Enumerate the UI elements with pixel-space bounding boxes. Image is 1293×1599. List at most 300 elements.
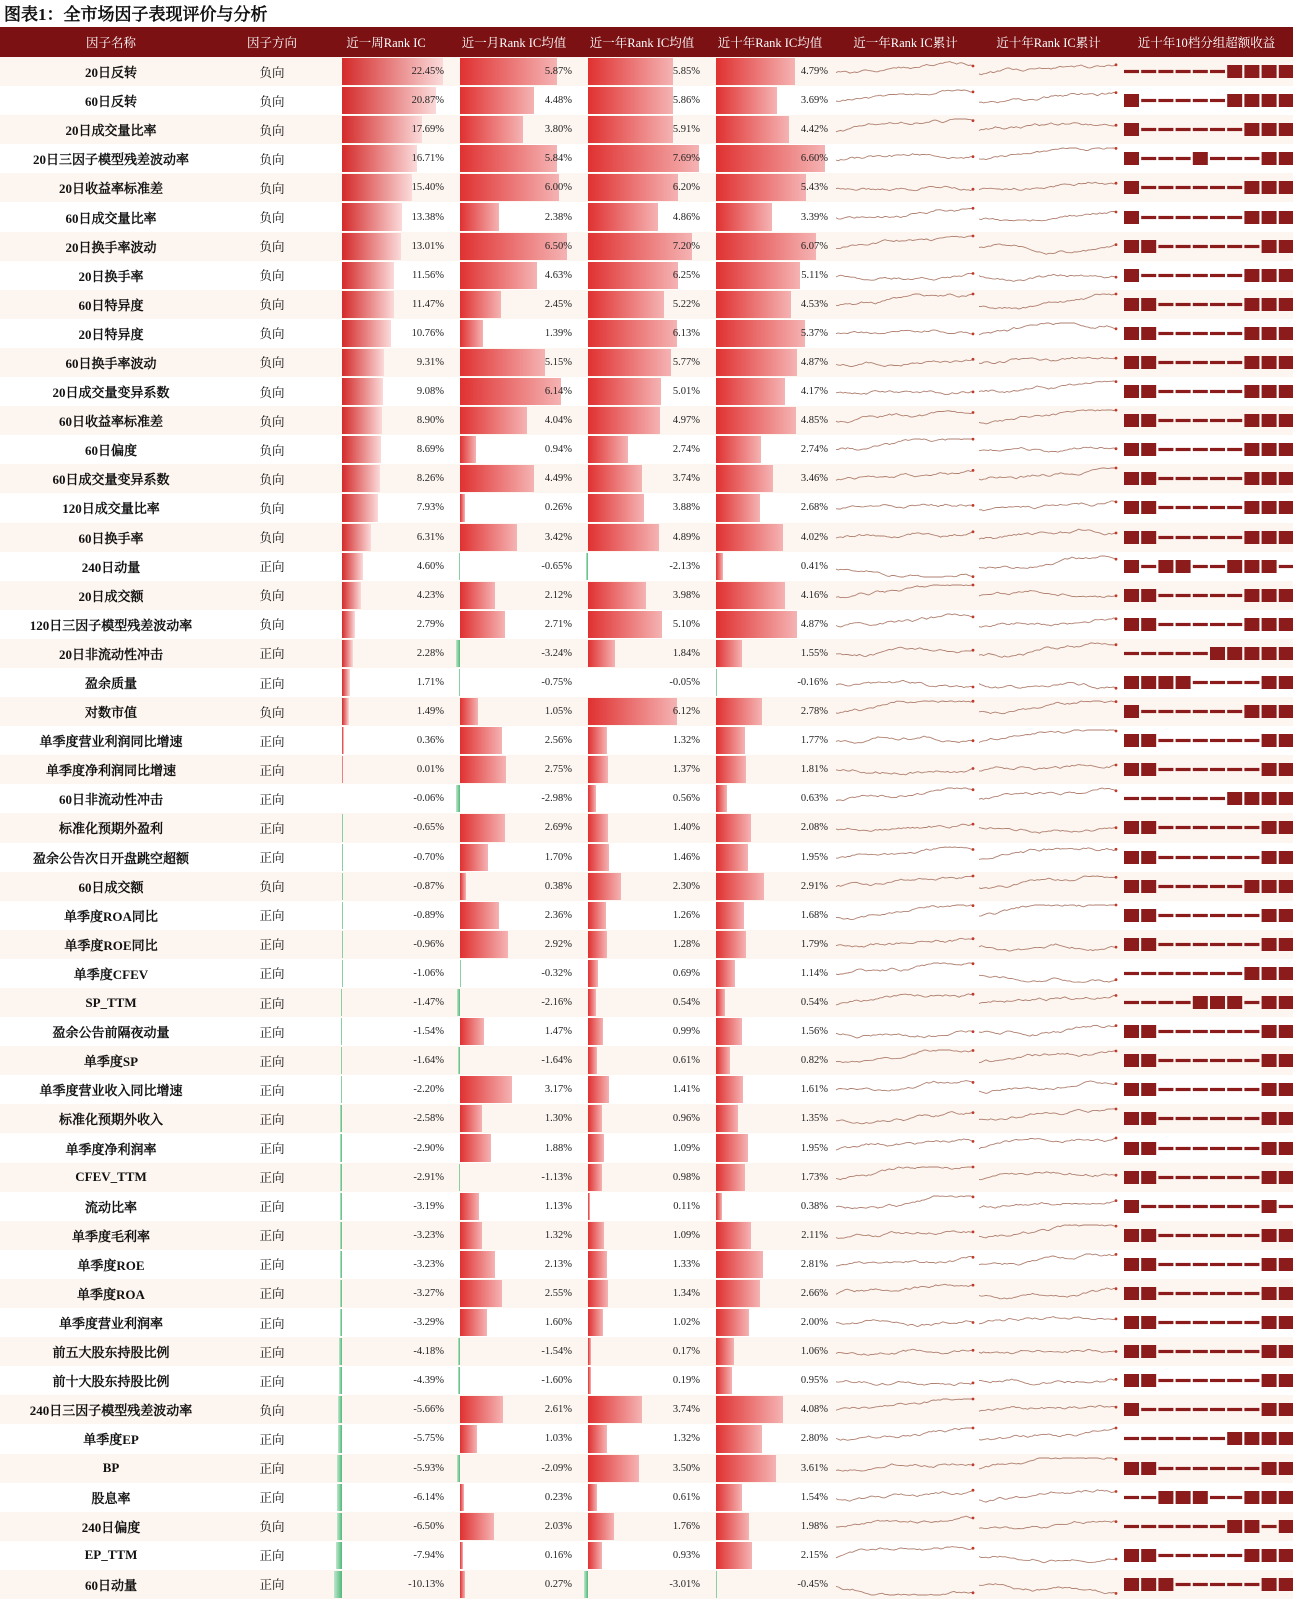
ic-value: 2.30% (672, 880, 700, 892)
ic-value: -0.89% (413, 909, 444, 921)
ic-value: 3.39% (800, 211, 828, 223)
table-row (0, 1163, 1293, 1192)
factor-direction: 负向 (259, 123, 285, 138)
ic-value: -3.01% (669, 1578, 700, 1590)
factor-direction: 正向 (259, 1054, 285, 1069)
sparkline-year-cumulative (834, 1221, 977, 1250)
ic-value-cell (322, 144, 450, 173)
ic-value: 2.15% (800, 1549, 828, 1561)
col-header-year-ic: 近一年Rank IC均值 (578, 27, 706, 57)
ic-value: 4.42% (800, 124, 828, 136)
ic-value-cell (706, 1541, 834, 1570)
ic-value-cell (578, 1366, 706, 1395)
sparkline-tenyear-cumulative (977, 144, 1120, 173)
ic-value-cell (322, 668, 450, 697)
ic-value: 0.38% (800, 1200, 828, 1212)
sparkline-year-cumulative (834, 1570, 977, 1599)
sparkline-year-cumulative (834, 843, 977, 872)
decile-excess-blocks (1120, 1424, 1293, 1453)
ic-value: 1.76% (672, 1520, 700, 1532)
ic-value-cell (322, 1163, 450, 1192)
table-row (0, 202, 1293, 231)
ic-value-cell (706, 755, 834, 784)
ic-value: 2.12% (544, 589, 572, 601)
ic-value-cell (322, 959, 450, 988)
factor-name: 60日成交额 (78, 879, 144, 895)
ic-value: 2.68% (800, 502, 828, 514)
ic-value-cell (322, 523, 450, 552)
sparkline-tenyear-cumulative (977, 1337, 1120, 1366)
sparkline-year-cumulative (834, 813, 977, 842)
ic-value-cell (322, 290, 450, 319)
decile-excess-blocks (1120, 639, 1293, 668)
ic-value: 1.06% (800, 1346, 828, 1358)
decile-excess-blocks (1120, 1366, 1293, 1395)
sparkline-tenyear-cumulative (977, 1133, 1120, 1162)
table-row (0, 86, 1293, 115)
sparkline-year-cumulative (834, 581, 977, 610)
factor-name: SP_TTM (85, 994, 137, 1010)
ic-value: 17.69% (411, 124, 444, 136)
sparkline-year-cumulative (834, 1192, 977, 1221)
ic-value: 1.14% (800, 967, 828, 979)
decile-excess-blocks (1120, 1512, 1293, 1541)
ic-value-cell (450, 1221, 578, 1250)
ic-value: 7.93% (416, 502, 444, 514)
factor-performance-table (0, 27, 1293, 1599)
ic-value: 2.28% (416, 647, 444, 659)
col-header-name: 因子名称 (0, 27, 222, 57)
sparkline-tenyear-cumulative (977, 319, 1120, 348)
ic-value: 2.11% (801, 1229, 828, 1241)
ic-value: 2.66% (800, 1287, 828, 1299)
ic-value: 1.09% (672, 1142, 700, 1154)
ic-value: 1.61% (800, 1084, 828, 1096)
ic-value: 0.36% (416, 735, 444, 747)
sparkline-year-cumulative (834, 1454, 977, 1483)
sparkline-year-cumulative (834, 901, 977, 930)
ic-value-cell (706, 1308, 834, 1337)
ic-value-cell (578, 1454, 706, 1483)
ic-value: 4.85% (800, 415, 828, 427)
factor-name: 240日动量 (81, 559, 141, 575)
factor-direction: 正向 (259, 1229, 285, 1244)
factor-direction: 负向 (259, 269, 285, 284)
ic-value-cell (578, 464, 706, 493)
sparkline-year-cumulative (834, 697, 977, 726)
ic-value-cell (322, 1075, 450, 1104)
ic-value: -3.29% (413, 1317, 444, 1329)
ic-value: -5.93% (413, 1462, 444, 1474)
col-header-week-ic: 近一周Rank IC (322, 27, 450, 57)
sparkline-tenyear-cumulative (977, 1308, 1120, 1337)
ic-value-cell (450, 726, 578, 755)
decile-excess-blocks (1120, 1483, 1293, 1512)
ic-value: -1.64% (541, 1055, 572, 1067)
ic-value: -0.05% (669, 677, 700, 689)
sparkline-tenyear-cumulative (977, 435, 1120, 464)
ic-value-cell (450, 610, 578, 639)
ic-value-cell (322, 843, 450, 872)
ic-value-cell (706, 319, 834, 348)
sparkline-tenyear-cumulative (977, 668, 1120, 697)
sparkline-year-cumulative (834, 959, 977, 988)
table-row (0, 144, 1293, 173)
factor-name: 盈余质量 (84, 676, 137, 692)
ic-value: 4.87% (800, 356, 828, 368)
sparkline-year-cumulative (834, 1483, 977, 1512)
sparkline-year-cumulative (834, 493, 977, 522)
table-row (0, 901, 1293, 930)
ic-value-cell (322, 232, 450, 261)
ic-value: 1.05% (544, 706, 572, 718)
ic-value: 1.47% (544, 1026, 572, 1038)
ic-value-cell (450, 930, 578, 959)
ic-value: -0.75% (541, 677, 572, 689)
decile-excess-blocks (1120, 1075, 1293, 1104)
table-row (0, 1541, 1293, 1570)
ic-value-cell (578, 1279, 706, 1308)
ic-value-cell (322, 493, 450, 522)
ic-value-cell (578, 1308, 706, 1337)
ic-value-cell (322, 813, 450, 842)
factor-name: 60日反转 (84, 94, 137, 110)
ic-value: -1.54% (413, 1026, 444, 1038)
ic-value-cell (322, 1133, 450, 1162)
ic-value: 4.63% (544, 269, 572, 281)
table-row (0, 726, 1293, 755)
ic-value: -2.13% (669, 560, 700, 572)
sparkline-tenyear-cumulative (977, 1017, 1120, 1046)
decile-excess-blocks (1120, 1541, 1293, 1570)
ic-value-cell (578, 115, 706, 144)
ic-value: 8.69% (416, 444, 444, 456)
ic-value-cell (706, 1570, 834, 1599)
factor-name: 单季度营业利润率 (58, 1316, 163, 1332)
sparkline-tenyear-cumulative (977, 1046, 1120, 1075)
ic-value-cell (706, 202, 834, 231)
sparkline-year-cumulative (834, 202, 977, 231)
ic-value-cell (322, 1570, 450, 1599)
decile-excess-blocks (1120, 552, 1293, 581)
sparkline-year-cumulative (834, 1046, 977, 1075)
ic-value: 6.12% (672, 706, 700, 718)
table-row (0, 1133, 1293, 1162)
ic-value-cell (578, 493, 706, 522)
factor-direction: 正向 (259, 1287, 285, 1302)
decile-excess-blocks (1120, 115, 1293, 144)
factor-direction: 负向 (259, 589, 285, 604)
sparkline-tenyear-cumulative (977, 57, 1120, 86)
decile-excess-blocks (1120, 523, 1293, 552)
ic-value: 7.69% (672, 153, 700, 165)
ic-value: 1.98% (800, 1520, 828, 1532)
sparkline-tenyear-cumulative (977, 1163, 1120, 1192)
factor-name: 流动比率 (84, 1199, 137, 1215)
table-row (0, 1366, 1293, 1395)
ic-value-cell (322, 784, 450, 813)
ic-value-cell (322, 261, 450, 290)
table-row (0, 1512, 1293, 1541)
factor-direction: 正向 (259, 909, 285, 924)
factor-direction: 正向 (259, 1549, 285, 1564)
factor-name: 120日成交量比率 (62, 501, 160, 517)
ic-value-cell (322, 1454, 450, 1483)
ic-value-cell (706, 581, 834, 610)
ic-value-cell (578, 523, 706, 552)
sparkline-year-cumulative (834, 1337, 977, 1366)
sparkline-tenyear-cumulative (977, 86, 1120, 115)
ic-value-cell (322, 1366, 450, 1395)
ic-value: 3.69% (800, 95, 828, 107)
table-row (0, 348, 1293, 377)
factor-name: 60日非流动性冲击 (58, 792, 163, 808)
ic-value-cell (706, 1075, 834, 1104)
ic-value-cell (578, 843, 706, 872)
sparkline-year-cumulative (834, 1424, 977, 1453)
decile-excess-blocks (1120, 1454, 1293, 1483)
sparkline-tenyear-cumulative (977, 1279, 1120, 1308)
table-row (0, 57, 1293, 86)
ic-value: -0.45% (797, 1578, 828, 1590)
ic-value-cell (578, 1104, 706, 1133)
ic-value-cell (578, 1075, 706, 1104)
ic-value: 2.45% (544, 298, 572, 310)
ic-value: 2.75% (544, 764, 572, 776)
ic-value: -1.06% (413, 967, 444, 979)
ic-value: 0.11% (673, 1200, 700, 1212)
ic-value-cell (450, 173, 578, 202)
ic-value: 0.26% (544, 502, 572, 514)
sparkline-year-cumulative (834, 1512, 977, 1541)
ic-value-cell (578, 697, 706, 726)
decile-excess-blocks (1120, 1104, 1293, 1133)
factor-name: 单季度毛利率 (71, 1228, 150, 1244)
ic-value-cell (450, 202, 578, 231)
ic-value: 5.91% (672, 124, 700, 136)
ic-value: 2.13% (544, 1258, 572, 1270)
sparkline-year-cumulative (834, 464, 977, 493)
factor-direction: 正向 (259, 967, 285, 982)
table-row (0, 1483, 1293, 1512)
sparkline-tenyear-cumulative (977, 348, 1120, 377)
sparkline-year-cumulative (834, 1395, 977, 1424)
factor-direction: 负向 (259, 472, 285, 487)
sparkline-year-cumulative (834, 57, 977, 86)
ic-value-cell (450, 784, 578, 813)
ic-value-cell (450, 959, 578, 988)
sparkline-tenyear-cumulative (977, 406, 1120, 435)
sparkline-year-cumulative (834, 435, 977, 464)
decile-excess-blocks (1120, 813, 1293, 842)
decile-excess-blocks (1120, 1308, 1293, 1337)
factor-direction: 正向 (259, 938, 285, 953)
decile-excess-blocks (1120, 988, 1293, 1017)
page-title: 图表1：全市场因子表现评价与分析 (4, 5, 268, 24)
factor-name: 盈余公告前隔夜动量 (52, 1025, 170, 1041)
ic-value: 5.11% (801, 269, 828, 281)
factor-direction: 正向 (259, 1462, 285, 1477)
ic-value-cell (578, 144, 706, 173)
ic-value-cell (706, 1279, 834, 1308)
table-row (0, 1279, 1293, 1308)
factor-name: 120日三因子模型残差波动率 (29, 617, 193, 633)
factor-direction: 正向 (259, 560, 285, 575)
ic-value: -3.23% (413, 1229, 444, 1241)
factor-name: 60日收益率标准差 (58, 414, 163, 430)
ic-value-cell (450, 464, 578, 493)
ic-value-cell (578, 610, 706, 639)
ic-value-cell (450, 1512, 578, 1541)
ic-value: 2.74% (672, 444, 700, 456)
ic-value-cell (578, 1133, 706, 1162)
table-header-row (0, 27, 1293, 57)
ic-value: 5.84% (544, 153, 572, 165)
ic-value-cell (450, 319, 578, 348)
factor-name: 60日偏度 (84, 443, 137, 459)
factor-direction: 负向 (259, 618, 285, 633)
ic-value-cell (322, 1017, 450, 1046)
ic-value: 2.55% (544, 1287, 572, 1299)
ic-value: 1.39% (544, 327, 572, 339)
table-row (0, 1454, 1293, 1483)
decile-excess-blocks (1120, 843, 1293, 872)
ic-value: -0.32% (541, 967, 572, 979)
ic-value-cell (450, 988, 578, 1017)
ic-value: 6.20% (672, 182, 700, 194)
decile-excess-blocks (1120, 726, 1293, 755)
decile-excess-blocks (1120, 581, 1293, 610)
sparkline-year-cumulative (834, 755, 977, 784)
ic-value-cell (706, 523, 834, 552)
decile-excess-blocks (1120, 348, 1293, 377)
ic-value-cell (578, 406, 706, 435)
ic-value: 1.35% (800, 1113, 828, 1125)
ic-value-cell (706, 435, 834, 464)
ic-value: -3.19% (413, 1200, 444, 1212)
table-row (0, 1104, 1293, 1133)
ic-value: 10.76% (411, 327, 444, 339)
sparkline-year-cumulative (834, 1541, 977, 1570)
table-row (0, 872, 1293, 901)
ic-value: 4.08% (800, 1404, 828, 1416)
sparkline-tenyear-cumulative (977, 1192, 1120, 1221)
ic-value-cell (706, 697, 834, 726)
ic-value-cell (706, 1483, 834, 1512)
ic-value-cell (706, 1454, 834, 1483)
sparkline-tenyear-cumulative (977, 813, 1120, 842)
ic-value: 1.34% (672, 1287, 700, 1299)
ic-value-cell (322, 406, 450, 435)
decile-excess-blocks (1120, 668, 1293, 697)
ic-value: 2.36% (544, 909, 572, 921)
sparkline-year-cumulative (834, 377, 977, 406)
ic-value-cell (578, 1192, 706, 1221)
ic-value-cell (706, 1192, 834, 1221)
factor-name: BP (102, 1460, 120, 1476)
ic-value-cell (578, 1395, 706, 1424)
factor-name: 单季度SP (83, 1054, 139, 1070)
sparkline-year-cumulative (834, 261, 977, 290)
sparkline-tenyear-cumulative (977, 1104, 1120, 1133)
factor-direction: 正向 (259, 792, 285, 807)
ic-value: 0.63% (800, 793, 828, 805)
ic-value-cell (578, 435, 706, 464)
ic-value-cell (578, 1424, 706, 1453)
table-row (0, 755, 1293, 784)
table-row (0, 843, 1293, 872)
decile-excess-blocks (1120, 697, 1293, 726)
sparkline-year-cumulative (834, 726, 977, 755)
ic-value-cell (322, 1512, 450, 1541)
ic-value: 2.38% (544, 211, 572, 223)
sparkline-year-cumulative (834, 1133, 977, 1162)
ic-value: 6.50% (544, 240, 572, 252)
sparkline-year-cumulative (834, 232, 977, 261)
ic-value: -1.47% (413, 997, 444, 1009)
factor-direction: 负向 (259, 240, 285, 255)
ic-value-cell (706, 668, 834, 697)
factor-direction: 负向 (259, 298, 285, 313)
ic-value: 0.23% (544, 1491, 572, 1503)
ic-value: 4.23% (416, 589, 444, 601)
factor-name: 单季度净利润率 (65, 1141, 157, 1157)
ic-value: 2.00% (800, 1317, 828, 1329)
decile-excess-blocks (1120, 1279, 1293, 1308)
factor-direction: 负向 (259, 443, 285, 458)
sparkline-tenyear-cumulative (977, 261, 1120, 290)
factor-name: 股息率 (91, 1490, 131, 1506)
decile-excess-blocks (1120, 202, 1293, 231)
ic-value: 5.10% (672, 618, 700, 630)
factor-direction: 负向 (259, 501, 285, 516)
ic-value-cell (706, 493, 834, 522)
sparkline-year-cumulative (834, 930, 977, 959)
sparkline-tenyear-cumulative (977, 726, 1120, 755)
ic-value: 20.87% (411, 95, 444, 107)
ic-value: 1.26% (672, 909, 700, 921)
sparkline-year-cumulative (834, 86, 977, 115)
sparkline-tenyear-cumulative (977, 290, 1120, 319)
ic-value: 1.56% (800, 1026, 828, 1038)
ic-value-cell (450, 232, 578, 261)
ic-value-cell (706, 144, 834, 173)
ic-value-cell (450, 813, 578, 842)
ic-value: 1.37% (672, 764, 700, 776)
ic-value: -1.54% (541, 1346, 572, 1358)
ic-value-cell (578, 726, 706, 755)
ic-value-cell (450, 523, 578, 552)
ic-value: 0.27% (544, 1578, 572, 1590)
ic-value: 1.33% (672, 1258, 700, 1270)
ic-value: 1.40% (672, 822, 700, 834)
ic-value-cell (322, 610, 450, 639)
ic-value: 1.03% (544, 1433, 572, 1445)
factor-name: 前五大股东持股比例 (52, 1345, 170, 1361)
ic-value-cell (706, 610, 834, 639)
factor-direction: 负向 (259, 181, 285, 196)
ic-value-cell (706, 406, 834, 435)
ic-value-cell (578, 988, 706, 1017)
sparkline-year-cumulative (834, 173, 977, 202)
ic-value-cell (706, 1512, 834, 1541)
factor-direction: 正向 (259, 647, 285, 662)
decile-excess-blocks (1120, 1163, 1293, 1192)
factor-name: 单季度CFEV (73, 966, 149, 982)
ic-value-cell (450, 697, 578, 726)
ic-value: 1.79% (800, 938, 828, 950)
ic-value-cell (450, 1454, 578, 1483)
